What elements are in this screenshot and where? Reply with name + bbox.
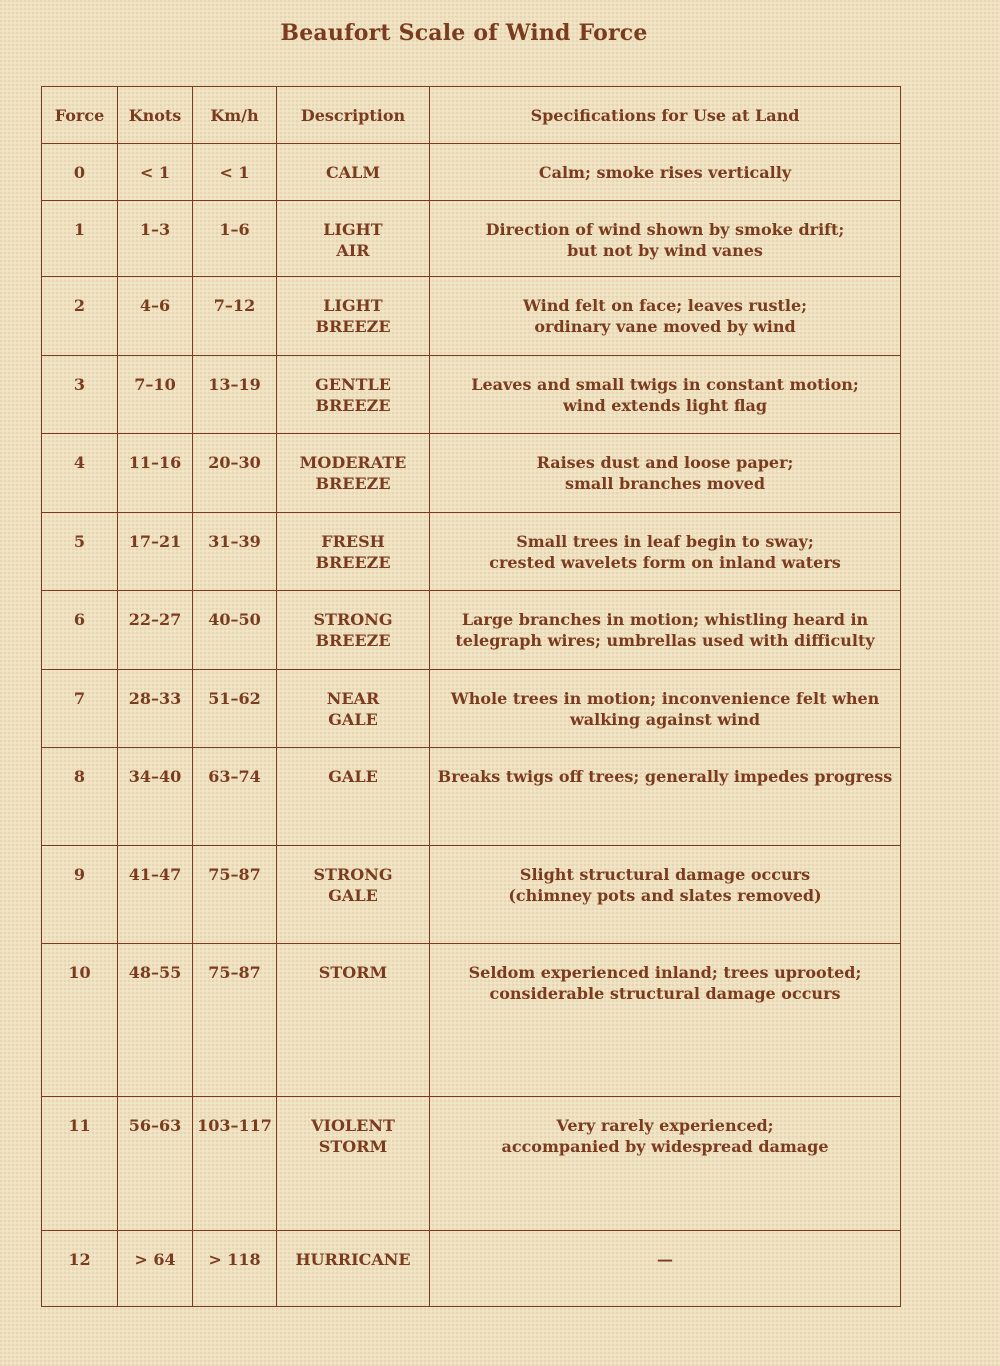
knots-cell: 1–3 bbox=[118, 201, 193, 277]
description-cell: HURRICANE bbox=[277, 1231, 430, 1307]
knots-cell: 41–47 bbox=[118, 846, 193, 944]
knots-cell: > 64 bbox=[118, 1231, 193, 1307]
table-row bbox=[42, 201, 901, 277]
specification-cell: Leaves and small twigs in constant motion; wind extends light flag bbox=[430, 356, 901, 434]
description-cell: GENTLE BREEZE bbox=[277, 356, 430, 434]
kmh-cell: 75–87 bbox=[193, 944, 277, 1097]
table-row bbox=[42, 356, 901, 434]
kmh-cell: 63–74 bbox=[193, 748, 277, 846]
header-specifications: Specifications for Use at Land bbox=[430, 87, 901, 144]
description-cell: LIGHT BREEZE bbox=[277, 277, 430, 356]
kmh-cell: 20–30 bbox=[193, 434, 277, 513]
knots-cell: 48–55 bbox=[118, 944, 193, 1097]
force-cell: 5 bbox=[42, 513, 118, 591]
specification-cell: — bbox=[430, 1231, 901, 1307]
table-row bbox=[42, 846, 901, 944]
description-cell: STRONG BREEZE bbox=[277, 591, 430, 670]
page-title: Beaufort Scale of Wind Force bbox=[280, 20, 648, 46]
kmh-cell: 13–19 bbox=[193, 356, 277, 434]
kmh-cell: > 118 bbox=[193, 1231, 277, 1307]
specification-cell: Raises dust and loose paper; small branches moved bbox=[430, 434, 901, 513]
beaufort-table bbox=[41, 86, 901, 1307]
kmh-cell: < 1 bbox=[193, 144, 277, 201]
kmh-cell: 1–6 bbox=[193, 201, 277, 277]
force-cell: 12 bbox=[42, 1231, 118, 1307]
force-cell: 4 bbox=[42, 434, 118, 513]
table-row bbox=[42, 277, 901, 356]
knots-cell: 56–63 bbox=[118, 1097, 193, 1231]
description-cell: GALE bbox=[277, 748, 430, 846]
table-row bbox=[42, 591, 901, 670]
table-row bbox=[42, 1231, 901, 1307]
force-cell: 6 bbox=[42, 591, 118, 670]
kmh-cell: 103–117 bbox=[193, 1097, 277, 1231]
table-row bbox=[42, 144, 901, 201]
description-cell: STORM bbox=[277, 944, 430, 1097]
specification-cell: Large branches in motion; whistling heard in telegraph wires; umbrellas used with difficulty bbox=[430, 591, 901, 670]
description-cell: NEAR GALE bbox=[277, 670, 430, 748]
knots-cell: 7–10 bbox=[118, 356, 193, 434]
force-cell: 7 bbox=[42, 670, 118, 748]
specification-cell: Slight structural damage occurs (chimney pots and slates removed) bbox=[430, 846, 901, 944]
kmh-cell: 31–39 bbox=[193, 513, 277, 591]
force-cell: 2 bbox=[42, 277, 118, 356]
force-cell: 9 bbox=[42, 846, 118, 944]
force-cell: 8 bbox=[42, 748, 118, 846]
knots-cell: 4–6 bbox=[118, 277, 193, 356]
force-cell: 0 bbox=[42, 144, 118, 201]
table-row bbox=[42, 513, 901, 591]
specification-cell: Very rarely experienced; accompanied by widespread damage bbox=[430, 1097, 901, 1231]
specification-cell: Direction of wind shown by smoke drift; but not by wind vanes bbox=[430, 201, 901, 277]
table-row bbox=[42, 748, 901, 846]
header-knots: Knots bbox=[118, 87, 193, 144]
table-row bbox=[42, 670, 901, 748]
specification-cell: Breaks twigs off trees; generally impedes progress bbox=[430, 748, 901, 846]
description-cell: MODERATE BREEZE bbox=[277, 434, 430, 513]
table-header-row bbox=[42, 87, 901, 144]
description-cell: STRONG GALE bbox=[277, 846, 430, 944]
knots-cell: 28–33 bbox=[118, 670, 193, 748]
description-cell: CALM bbox=[277, 144, 430, 201]
specification-cell: Whole trees in motion; inconvenience felt when walking against wind bbox=[430, 670, 901, 748]
force-cell: 3 bbox=[42, 356, 118, 434]
header-force: Force bbox=[42, 87, 118, 144]
header-description: Description bbox=[277, 87, 430, 144]
kmh-cell: 51–62 bbox=[193, 670, 277, 748]
specification-cell: Seldom experienced inland; trees uprooted; considerable structural damage occurs bbox=[430, 944, 901, 1097]
knots-cell: 34–40 bbox=[118, 748, 193, 846]
table-row bbox=[42, 1097, 901, 1231]
description-cell: VIOLENT STORM bbox=[277, 1097, 430, 1231]
table-row bbox=[42, 434, 901, 513]
specification-cell: Calm; smoke rises vertically bbox=[430, 144, 901, 201]
knots-cell: 22–27 bbox=[118, 591, 193, 670]
force-cell: 1 bbox=[42, 201, 118, 277]
specification-cell: Small trees in leaf begin to sway; crested wavelets form on inland waters bbox=[430, 513, 901, 591]
specification-cell: Wind felt on face; leaves rustle; ordinary vane moved by wind bbox=[430, 277, 901, 356]
description-cell: FRESH BREEZE bbox=[277, 513, 430, 591]
force-cell: 10 bbox=[42, 944, 118, 1097]
kmh-cell: 7–12 bbox=[193, 277, 277, 356]
table-row bbox=[42, 944, 901, 1097]
description-cell: LIGHT AIR bbox=[277, 201, 430, 277]
kmh-cell: 75–87 bbox=[193, 846, 277, 944]
knots-cell: 11–16 bbox=[118, 434, 193, 513]
knots-cell: < 1 bbox=[118, 144, 193, 201]
header-kmh: Km/h bbox=[193, 87, 277, 144]
knots-cell: 17–21 bbox=[118, 513, 193, 591]
kmh-cell: 40–50 bbox=[193, 591, 277, 670]
force-cell: 11 bbox=[42, 1097, 118, 1231]
